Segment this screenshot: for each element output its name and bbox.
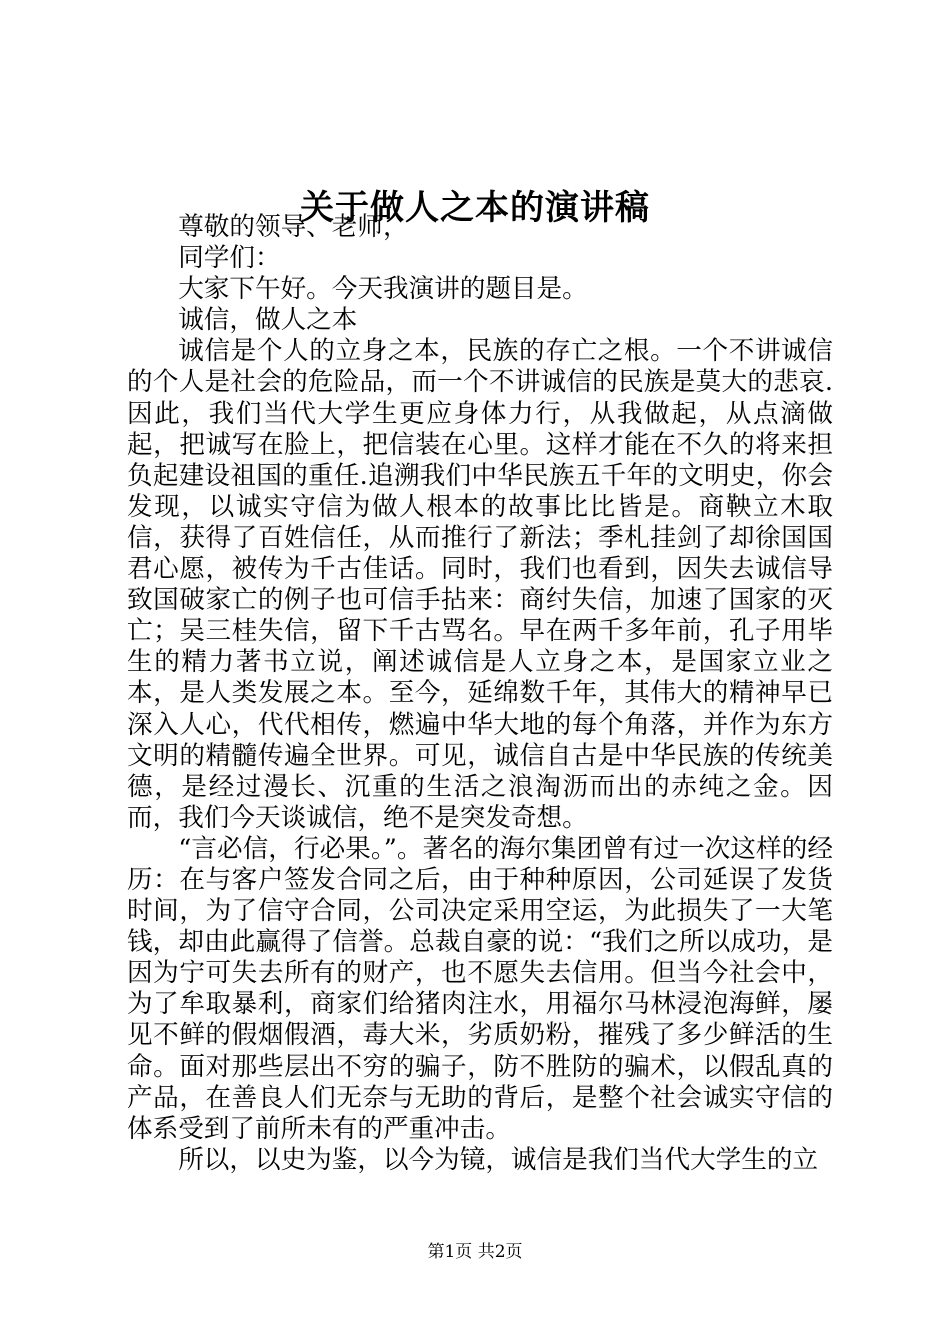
page-number-footer: 第1页 共2页: [427, 1242, 523, 1262]
salutation-line-1: 尊敬的领导、老师，: [178, 212, 409, 242]
paragraph: “言必信，行必果。”。著名的海尔集团曾有过一次这样的经历：在与客户签发合同之后，由于种种原因，公司延误了发货时间，为了信守合同，公司决定采用空运，为此损失了一大笔钱，却由此赢得了信誉。总裁自豪的说：“我们之所以成功，是因为宁可失去所有的财产，也不愿失去信用。但当今社会中，为了牟取暴利，商家们给猪肉注水，用福尔马林浸泡海鲜，屡见不鲜的假烟假酒，毒大米，劣质奶粉，摧残了多少鲜活的生命。面对那些层出不穷的骗子，防不胜防的骗术，以假乱真的产品，在善良人们无奈与无助的背后，是整个社会诚实守信的体系受到了前所未有的严重冲击。: [127, 833, 833, 1144]
speech-topic: 诚信，做人之本: [178, 305, 358, 336]
greeting-line: 大家下午好。今天我演讲的题目是。: [178, 274, 588, 305]
document-body: [127, 212, 833, 1176]
salutation-line-2: 同学们：: [178, 243, 281, 274]
paragraph: 诚信是个人的立身之本，民族的存亡之根。一个不讲诚信的个人是社会的危险品，而一个不讲诚信的民族是莫大的悲哀.因此，我们当代大学生更应身体力行，从我做起，从点滴做起，把诚写在脸上，把信装在心里。这样才能在不久的将来担负起建设祖国的重任.追溯我们中华民族五千年的文明史，你会发现，以诚实守信为做人根本的故事比比皆是。商鞅立木取信，获得了百姓信任，从而推行了新法；季札挂剑了却徐国国君心愿，被传为千古佳话。同时，我们也看到，因失去诚信导致国破家亡的例子也可信手拈来：商纣失信，加速了国家的灭亡；吴三桂失信，留下千古骂名。早在两千多年前，孔子用毕生的精力著书立说，阐述诚信是人立身之本，是国家立业之本，是人类发展之本。至今，延绵数千年，其伟大的精神早已深入人心，代代相传，燃遍中华大地的每个角落，并作为东方文明的精髓传遍全世界。可见，诚信自古是中华民族的传统美德，是经过漫长、沉重的生活之浪淘沥而出的赤纯之金。因而，我们今天谈诚信，绝不是突发奇想。: [127, 336, 833, 833]
document-title: 关于做人之本的演讲稿: [300, 188, 650, 228]
paragraph: 所以，以史为鉴，以今为镜，诚信是我们当代大学生的立: [178, 1144, 819, 1175]
